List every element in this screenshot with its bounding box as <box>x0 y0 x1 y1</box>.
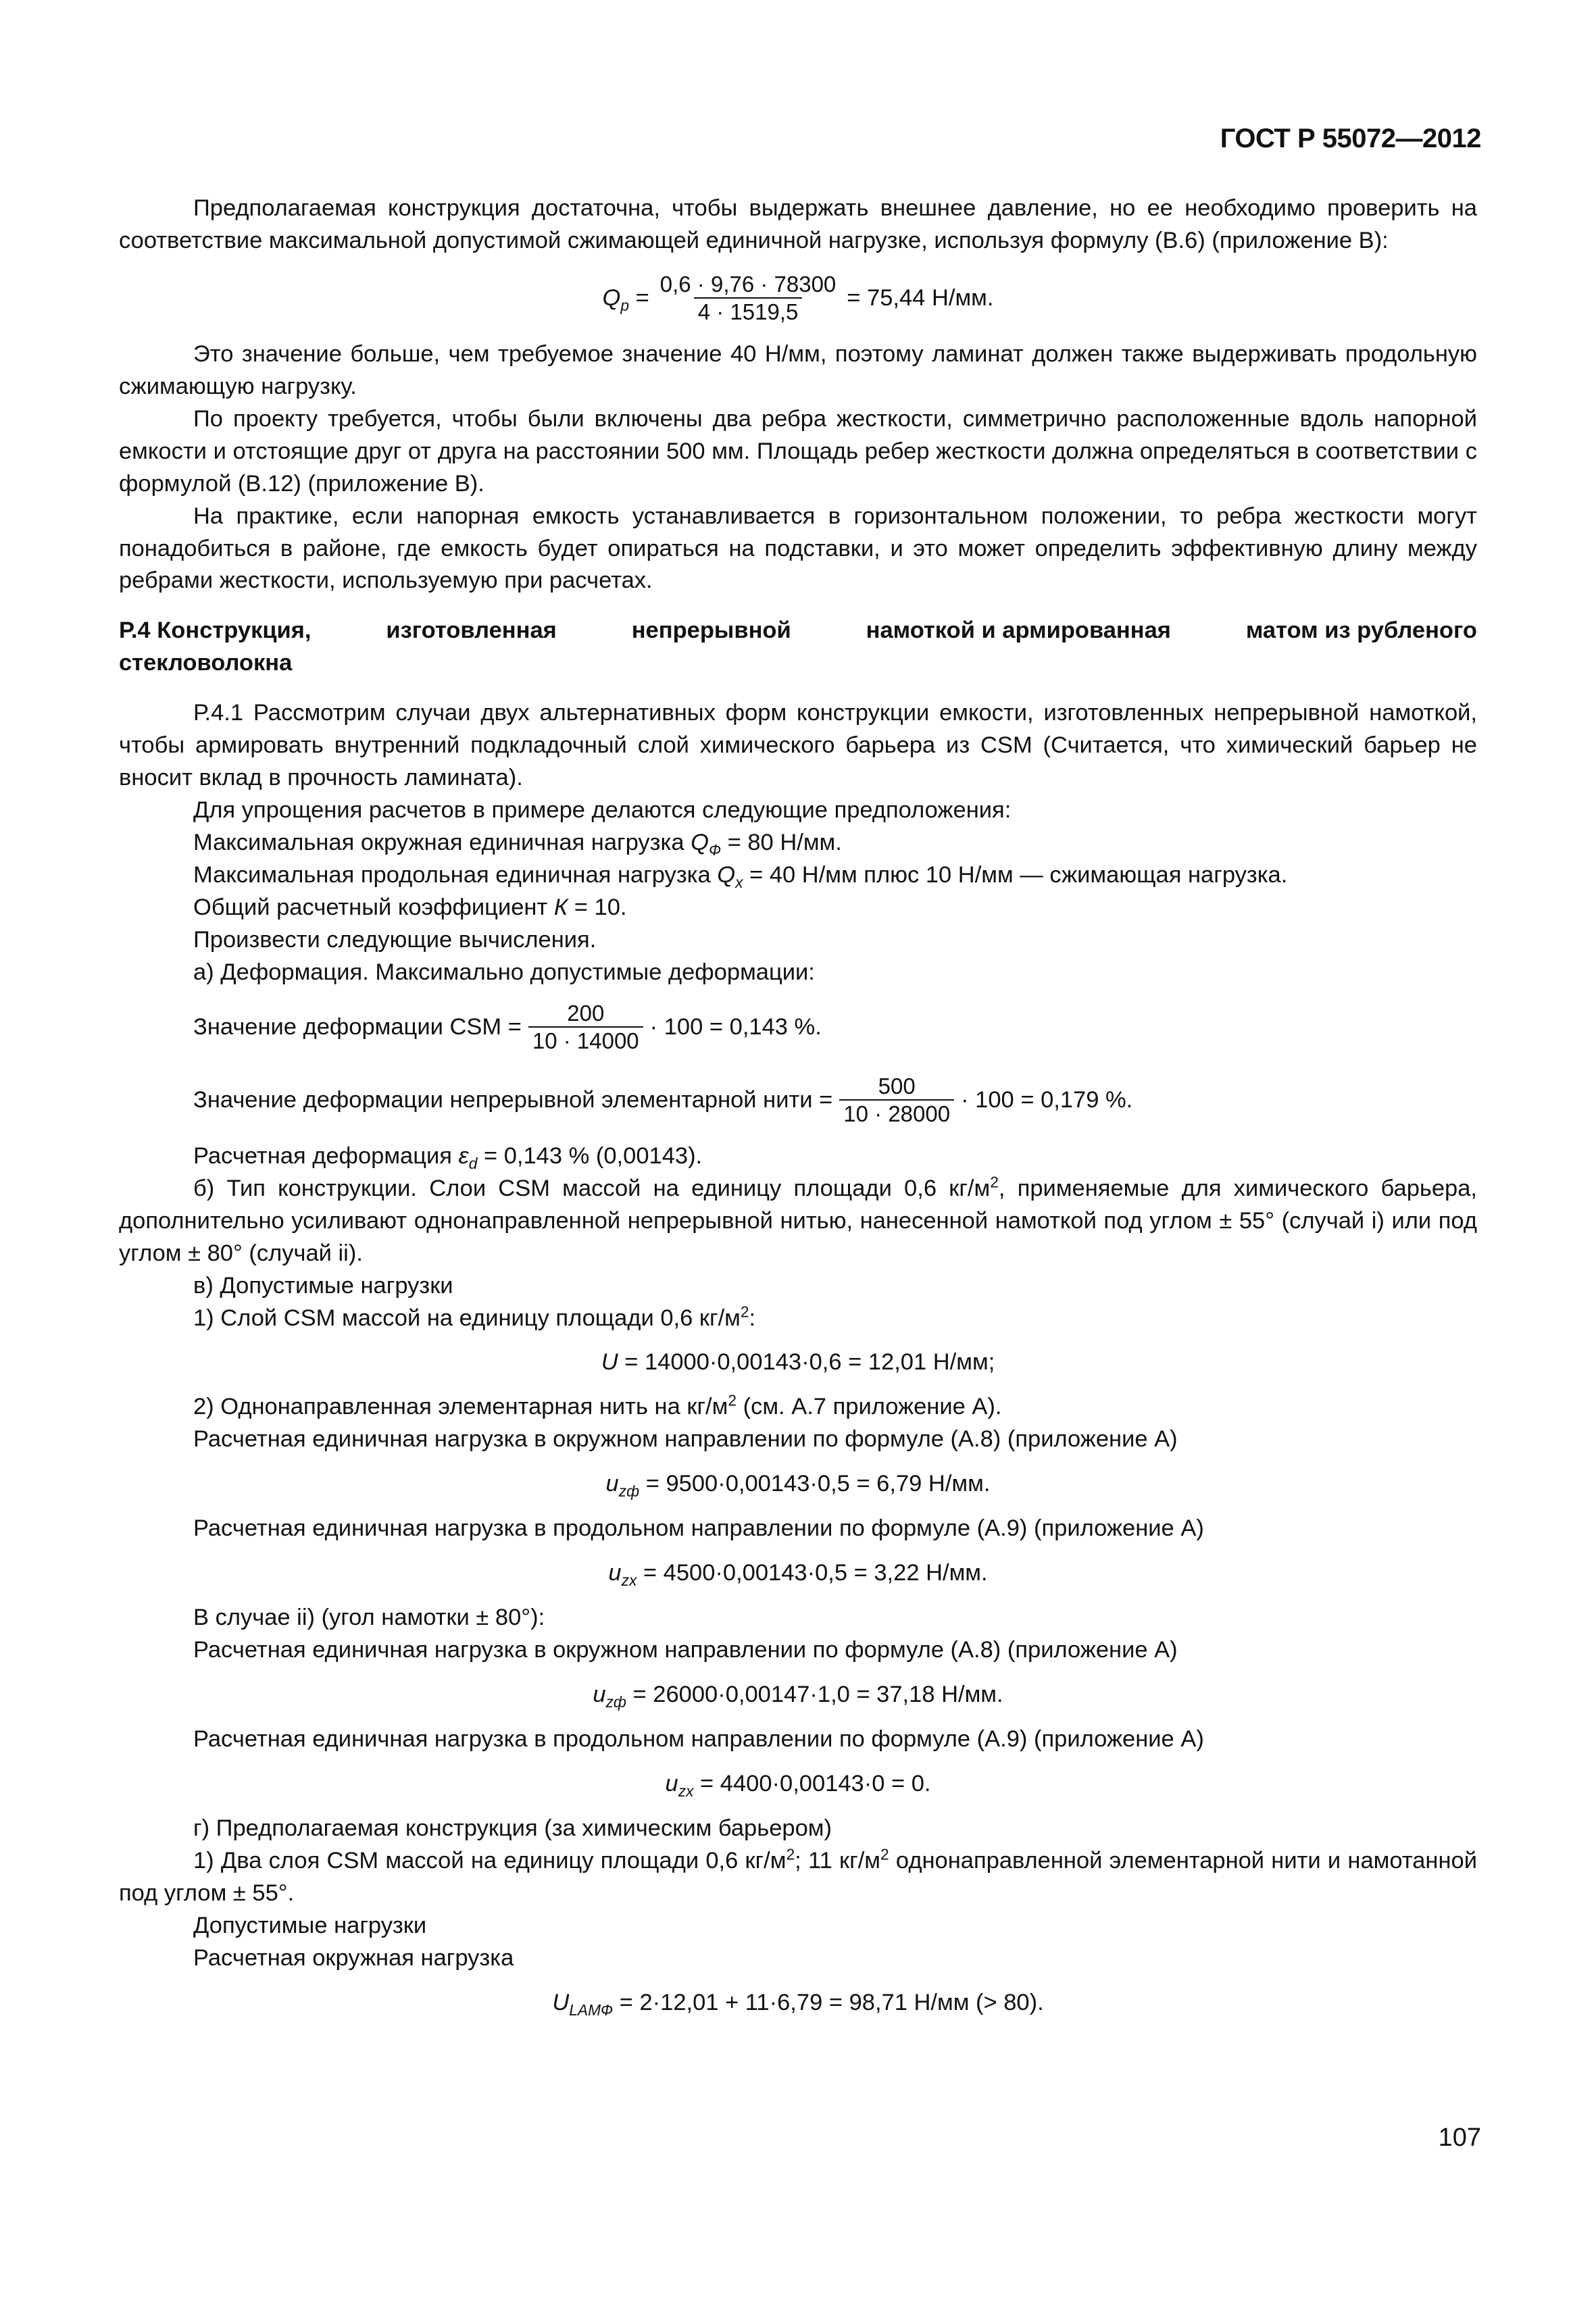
formula-strain-csm-label: Значение деформации CSM = <box>193 1013 522 1040</box>
formula-strain-csm-result: · 100 = 0,143 %. <box>649 1013 822 1040</box>
section-heading-line2: стекловолокна <box>119 650 293 676</box>
formula-strain-csm-denominator: 10 · 14000 <box>528 1026 643 1054</box>
section-heading-word: Р.4 Конструкция, <box>119 618 311 644</box>
formula-strain-filament-denominator: 10 · 28000 <box>839 1099 954 1127</box>
formula-strain-csm-fraction <box>528 1001 643 1054</box>
equation-u-z-phi-1: $u_{zф} = 9500\cdot 0,00143\cdot 0,5 = 6,79$ Н/мм. <box>605 1471 991 1501</box>
assumptions-intro: Для упрощения расчетов в примере делаются следующие предположения: <box>193 797 1012 824</box>
paragraph-design-check: Предполагаемая конструкция достаточна, чтобы выдержать внешнее давление, но ее необходимо проверить на соответствие максимальной допустимой сжимающей единичной нагрузке, используя формулу (В.6) (приложение В): <box>119 195 1477 253</box>
item-g-assumed-construction: г) Предполагаемая конструкция (за химическим барьером) <box>193 1815 832 1841</box>
formula-qp-denominator: 4 · 1519,5 <box>694 297 803 325</box>
paragraph-stiffening-ribs: По проекту требуется, чтобы были включены два ребра жесткости, симметрично расположенные вдоль напорной емкости и отстоящие друг от друга на расстоянии 500 мм. Площадь ребер жесткости должна определяться в соответствии с формулой (В.12) (приложение В). <box>119 405 1477 497</box>
equation-u-lam-phi: $U_{LAMФ} = 2\cdot 12,01 + 11\cdot 6,79 = 98,71$ Н/мм (> 80). <box>552 1989 1044 2019</box>
item-b-construction-type: б) Тип конструкции. Слои CSM массой на единицу площади 0,6 $кг/м^2$, применяемые для химического барьера, дополнительно усиливают однонаправленной непрерывной нитью, нанесенной намоткой под углом ± 55° (случай i) или под углом ± 80° (случай ii). <box>119 1173 1478 1266</box>
formula-strain-csm-numerator: 200 <box>567 1000 605 1026</box>
equation-u-zx-1: $u_{zx} = 4500\cdot 0,00143\cdot 0,5 = 3,22$ Н/мм. <box>608 1560 988 1590</box>
equation-u-zx-2: $u_{zx} = 4400\cdot 0,00143\cdot 0 = 0$. <box>665 1770 931 1800</box>
document-number: ГОСТ Р 55072—2012 <box>1220 124 1481 153</box>
paragraph-p41: Р.4.1 Рассмотрим случаи двух альтернативных форм конструкции емкости, изготовленных непрерывной намоткой, чтобы армировать внутренний подкладочный слой химического барьера из CSM (Считается, что химический барьер не вносит вклад в прочность ламината). <box>119 700 1477 791</box>
section-heading-word: матом из рубленого <box>1245 618 1477 644</box>
item-a-strain: а) Деформация. Максимально допустимые деформации: <box>193 959 815 985</box>
assumption-longitudinal-load: Максимальная продольная единичная нагрузка $Q_x = 40$ Н/мм плюс 10 Н/мм — сжимающая нагрузка. <box>193 862 1288 891</box>
circumferential-load-a8-case-ii: Расчетная единичная нагрузка в окружном направлении по формуле (А.8) (приложение А) <box>193 1637 1178 1663</box>
formula-qp-result: = 75,44 Н/мм. <box>847 284 994 311</box>
case-ii-label: В случае ii) (угол намотки ± 80°): <box>193 1605 545 1631</box>
item-g1-two-csm-layers: 1) Два слоя CSM массой на единицу площади 0,6 $кг/м^2$; 11 $кг/м^2$ однонаправленной элементарной нити и намотанной под углом ± 55°. <box>119 1845 1477 1906</box>
paragraph-value-greater: Это значение больше, чем требуемое значение 40 Н/мм, поэтому ламинат должен также выдерживать продольную сжимающую нагрузку. <box>119 341 1477 399</box>
formula-strain-filament <box>119 1074 1477 1127</box>
formula-qp <box>119 272 1477 325</box>
circumferential-load-a8: Расчетная единичная нагрузка в окружном направлении по формуле (А.8) (приложение А) <box>193 1426 1178 1453</box>
section-heading-word: непрерывной <box>631 618 791 644</box>
equation-u-z-phi-2: $u_{zф} = 26000\cdot 0,00147\cdot 1,0 = 37,18$ Н/мм. <box>593 1682 1003 1711</box>
allowable-loads-label: Допустимые нагрузки <box>193 1912 427 1938</box>
assumption-design-factor: Общий расчетный коэффициент К = 10. <box>193 895 627 921</box>
formula-strain-filament-fraction <box>839 1074 954 1127</box>
design-strain: Расчетная деформация $\varepsilon_d = 0,143$ % (0,00143). <box>193 1142 703 1172</box>
section-heading-word: изготовленная <box>386 618 557 644</box>
formula-qp-numerator: 0,6 · 9,76 · 78300 <box>659 271 837 297</box>
item-v-allowable-loads: в) Допустимые нагрузки <box>193 1272 453 1299</box>
page-content <box>119 193 1477 2019</box>
section-heading-word: намоткой и армированная <box>866 618 1171 644</box>
longitudinal-load-a9-case-ii: Расчетная единичная нагрузка в продольном направлении по формуле (А.9) (приложение А) <box>193 1726 1204 1753</box>
page-number: 107 <box>1438 2123 1481 2152</box>
item-v2-filament: 2) Однонаправленная элементарная нить на $кг/м^2$ (см. А.7 приложение А). <box>193 1391 1002 1420</box>
formula-qp-lhs: $Q_p$ = <box>602 284 649 314</box>
item-v1-csm-layer: 1) Слой CSM массой на единицу площади 0,6 $кг/м^2$: <box>193 1303 756 1331</box>
calculations-intro: Произвести следующие вычисления. <box>193 927 597 953</box>
assumption-circumferential-load: Максимальная окружная единичная нагрузка $Q_Ф = 80$ Н/мм. <box>193 830 842 859</box>
longitudinal-load-a9: Расчетная единичная нагрузка в продольном направлении по формуле (А.9) (приложение А) <box>193 1515 1204 1542</box>
circumferential-load-label: Расчетная окружная нагрузка <box>193 1944 514 1971</box>
formula-strain-filament-result: · 100 = 0,179 %. <box>961 1086 1133 1113</box>
formula-strain-csm <box>119 1001 1477 1054</box>
formula-strain-filament-numerator: 500 <box>878 1073 916 1099</box>
formula-qp-fraction <box>656 272 841 325</box>
equation-u-csm: U = 14000·0,00143·0,6 = 12,01 Н/мм; <box>601 1349 995 1376</box>
formula-strain-filament-label: Значение деформации непрерывной элементарной нити = <box>193 1086 833 1113</box>
section-heading-p4 <box>119 615 1477 680</box>
paragraph-practice: На практике, если напорная емкость устанавливается в горизонтальном положении, то ребра жесткости могут понадобиться в районе, где емкость будет опираться на подставки, и это может определить эффективную длину между ребрами жесткости, используемую при расчетах. <box>119 503 1477 594</box>
